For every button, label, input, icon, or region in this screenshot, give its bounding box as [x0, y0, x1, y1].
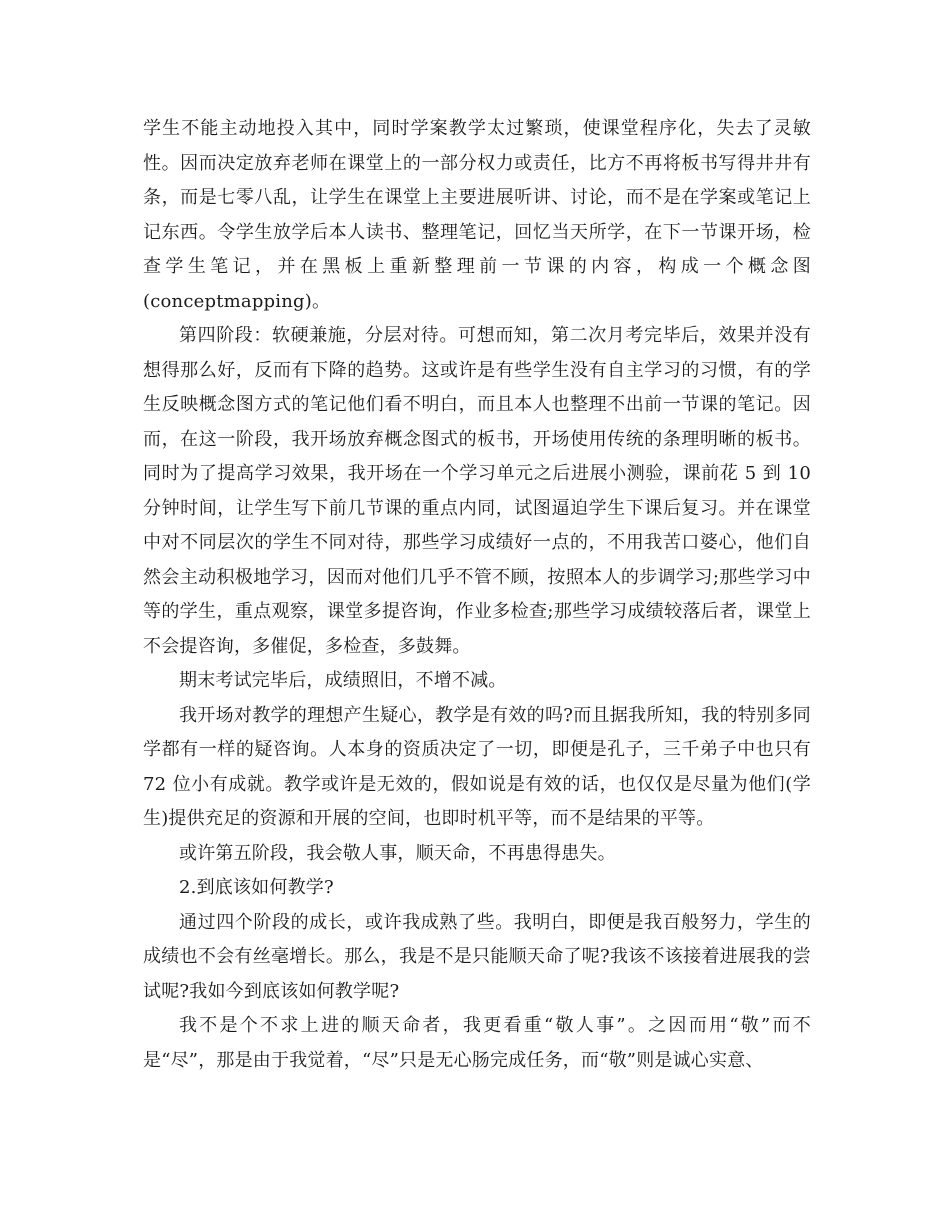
paragraph: 我开场对教学的理想产生疑心，教学是有效的吗?而且据我所知，我的特别多同学都有一样的疑咨询。人本身的资质决定了一切，即便是孔子，三千弟子中也只有 72 位小有成就。教学或许是无效的，假如说是有效的话，也仅仅是尽量为他们(学生)提供充足的资源和开展的空间，也即时机平等，而不是结果的平等。 [143, 704, 811, 829]
paragraph: 期末考试完毕后，成绩照旧，不增不减。 [179, 670, 507, 691]
paragraph: 第四阶段：软硬兼施，分层对待。可想而知，第二次月考完毕后，效果并没有想得那么好，反而有下降的趋势。这或许是有些学生没有自主学习的习惯，有的学生反映概念图方式的笔记他们看不明白，而且本人也整理不出前一节课的笔记。因而，在这一阶段，我开场放弃概念图式的板书，开场使用传统的条理明晰的板书。同时为了提高学习效果，我开场在一个学习单元之后进展小测验，课前花 5 到 10 分钟时间，让学生写下前几节课的重点内同，试图逼迫学生下课后复习。并在课堂中对不同层次的学生不同对待，那些学习成绩好一点的，不用我苦口婆心，他们自然会主动积极地学习，因而对他们几乎不管不顾，按照本人的步调学习;那些学习中等的学生，重点观察，课堂多提咨询，作业多检查;那些学习成绩较落后者，课堂上不会提咨询，多催促，多检查，多鼓舞。 [143, 325, 811, 657]
body-text [143, 112, 811, 1078]
section-heading: 2.到底该如何教学? [179, 877, 334, 898]
paragraph: 我不是个不求上进的顺天命者，我更看重“敬人事”。之因而用“敬”而不是“尽”，那是由于我觉着，“尽”只是无心肠完成任务，而“敬”则是诚心实意、 [143, 1015, 811, 1071]
paragraph: 通过四个阶段的成长，或许我成熟了些。我明白，即便是我百般努力，学生的成绩也不会有丝毫增长。那么，我是不是只能顺天命了呢?我该不该接着进展我的尝试呢?我如今到底该如何教学呢? [143, 911, 811, 1002]
paragraph: 学生不能主动地投入其中，同时学案教学太过繁琐，使课堂程序化，失去了灵敏性。因而决定放弃老师在课堂上的一部分权力或责任，比方不再将板书写得井井有条，而是七零八乱，让学生在课堂上主要进展听讲、讨论，而不是在学案或笔记上记东西。令学生放学后本人读书、整理笔记，回忆当天所学，在下一节课开场，检查学生笔记，并在黑板上重新整理前一节课的内容，构成一个概念图(conceptmapping)。 [143, 118, 811, 312]
paragraph: 或许第五阶段，我会敬人事，顺天命，不再患得患失。 [179, 842, 616, 864]
